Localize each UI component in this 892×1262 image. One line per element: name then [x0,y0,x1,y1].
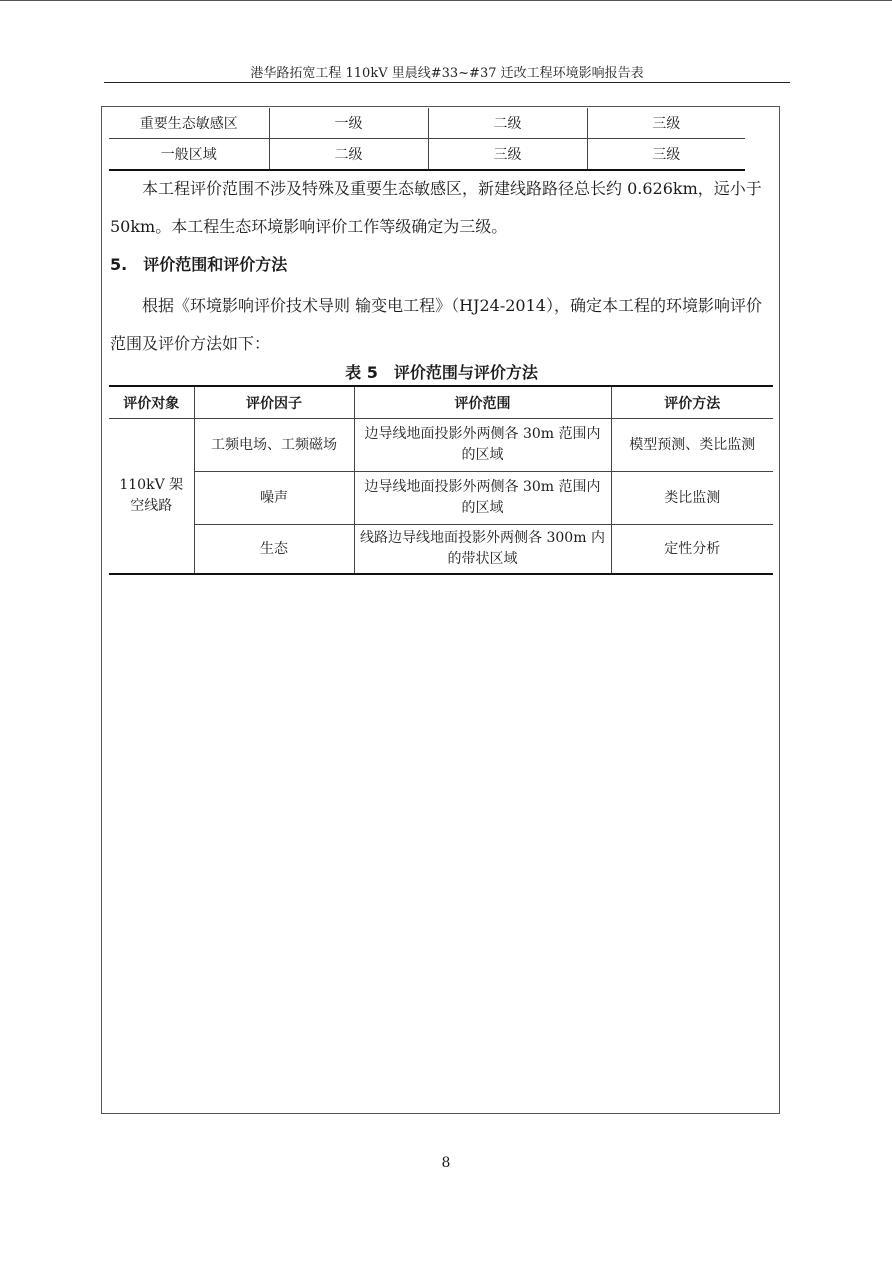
table-row [109,525,773,575]
page-number: 8 [441,1155,451,1171]
section-heading: 5. 评价范围和评价方法 [110,255,288,274]
factor-cell: 噪声 [194,472,354,525]
table-row [109,139,745,171]
section-paragraph: 根据《环境影响评价技术导则 输变电工程》（HJ24-2014），确定本工程的环境影响评价范围及评价方法如下： [110,296,762,353]
table-cell: 三级 [587,108,745,139]
table-cell: 一般区域 [109,139,269,171]
table-cell: 二级 [269,139,428,171]
table-cell: 三级 [587,139,745,171]
method-cell: 模型预测、类比监测 [611,419,773,472]
top-edge-line [0,0,892,1]
table-cell: 一级 [269,108,428,139]
column-header: 评价范围 [354,386,611,419]
table-cell: 二级 [428,108,587,139]
page-header: 港华路拓宽工程 110kV 里晨线#33~#37 迁改工程环境影响报告表 [250,66,644,81]
table-caption: 表 5 评价范围与评价方法 [345,363,538,382]
table-cell: 重要生态敏感区 [109,108,269,139]
range-cell: 边导线地面投影外两侧各 30m 范围内的区域 [354,419,611,472]
range-cell: 线路边导线地面投影外两侧各 300m 内的带状区域 [354,525,611,575]
factor-cell: 生态 [194,525,354,575]
method-cell: 定性分析 [611,525,773,575]
column-header: 评价方法 [611,386,773,419]
table-row [109,108,745,139]
ecology-grade-table [109,108,745,171]
table-row [109,472,773,525]
table-header-row [109,386,773,419]
range-cell: 边导线地面投影外两侧各 30m 范围内的区域 [354,472,611,525]
column-header: 评价因子 [194,386,354,419]
method-cell: 类比监测 [611,472,773,525]
table-cell: 三级 [428,139,587,171]
evaluation-paragraph: 本工程评价范围不涉及特殊及重要生态敏感区，新建线路路径总长约 0.626km，远小于 50km。本工程生态环境影响评价工作等级确定为三级。 [110,179,762,236]
header-rule [104,82,790,83]
evaluation-method-table [109,385,773,575]
object-cell: 110kV 架空线路 [109,419,194,575]
column-header: 评价对象 [109,386,194,419]
table-row [109,419,773,472]
factor-cell: 工频电场、工频磁场 [194,419,354,472]
